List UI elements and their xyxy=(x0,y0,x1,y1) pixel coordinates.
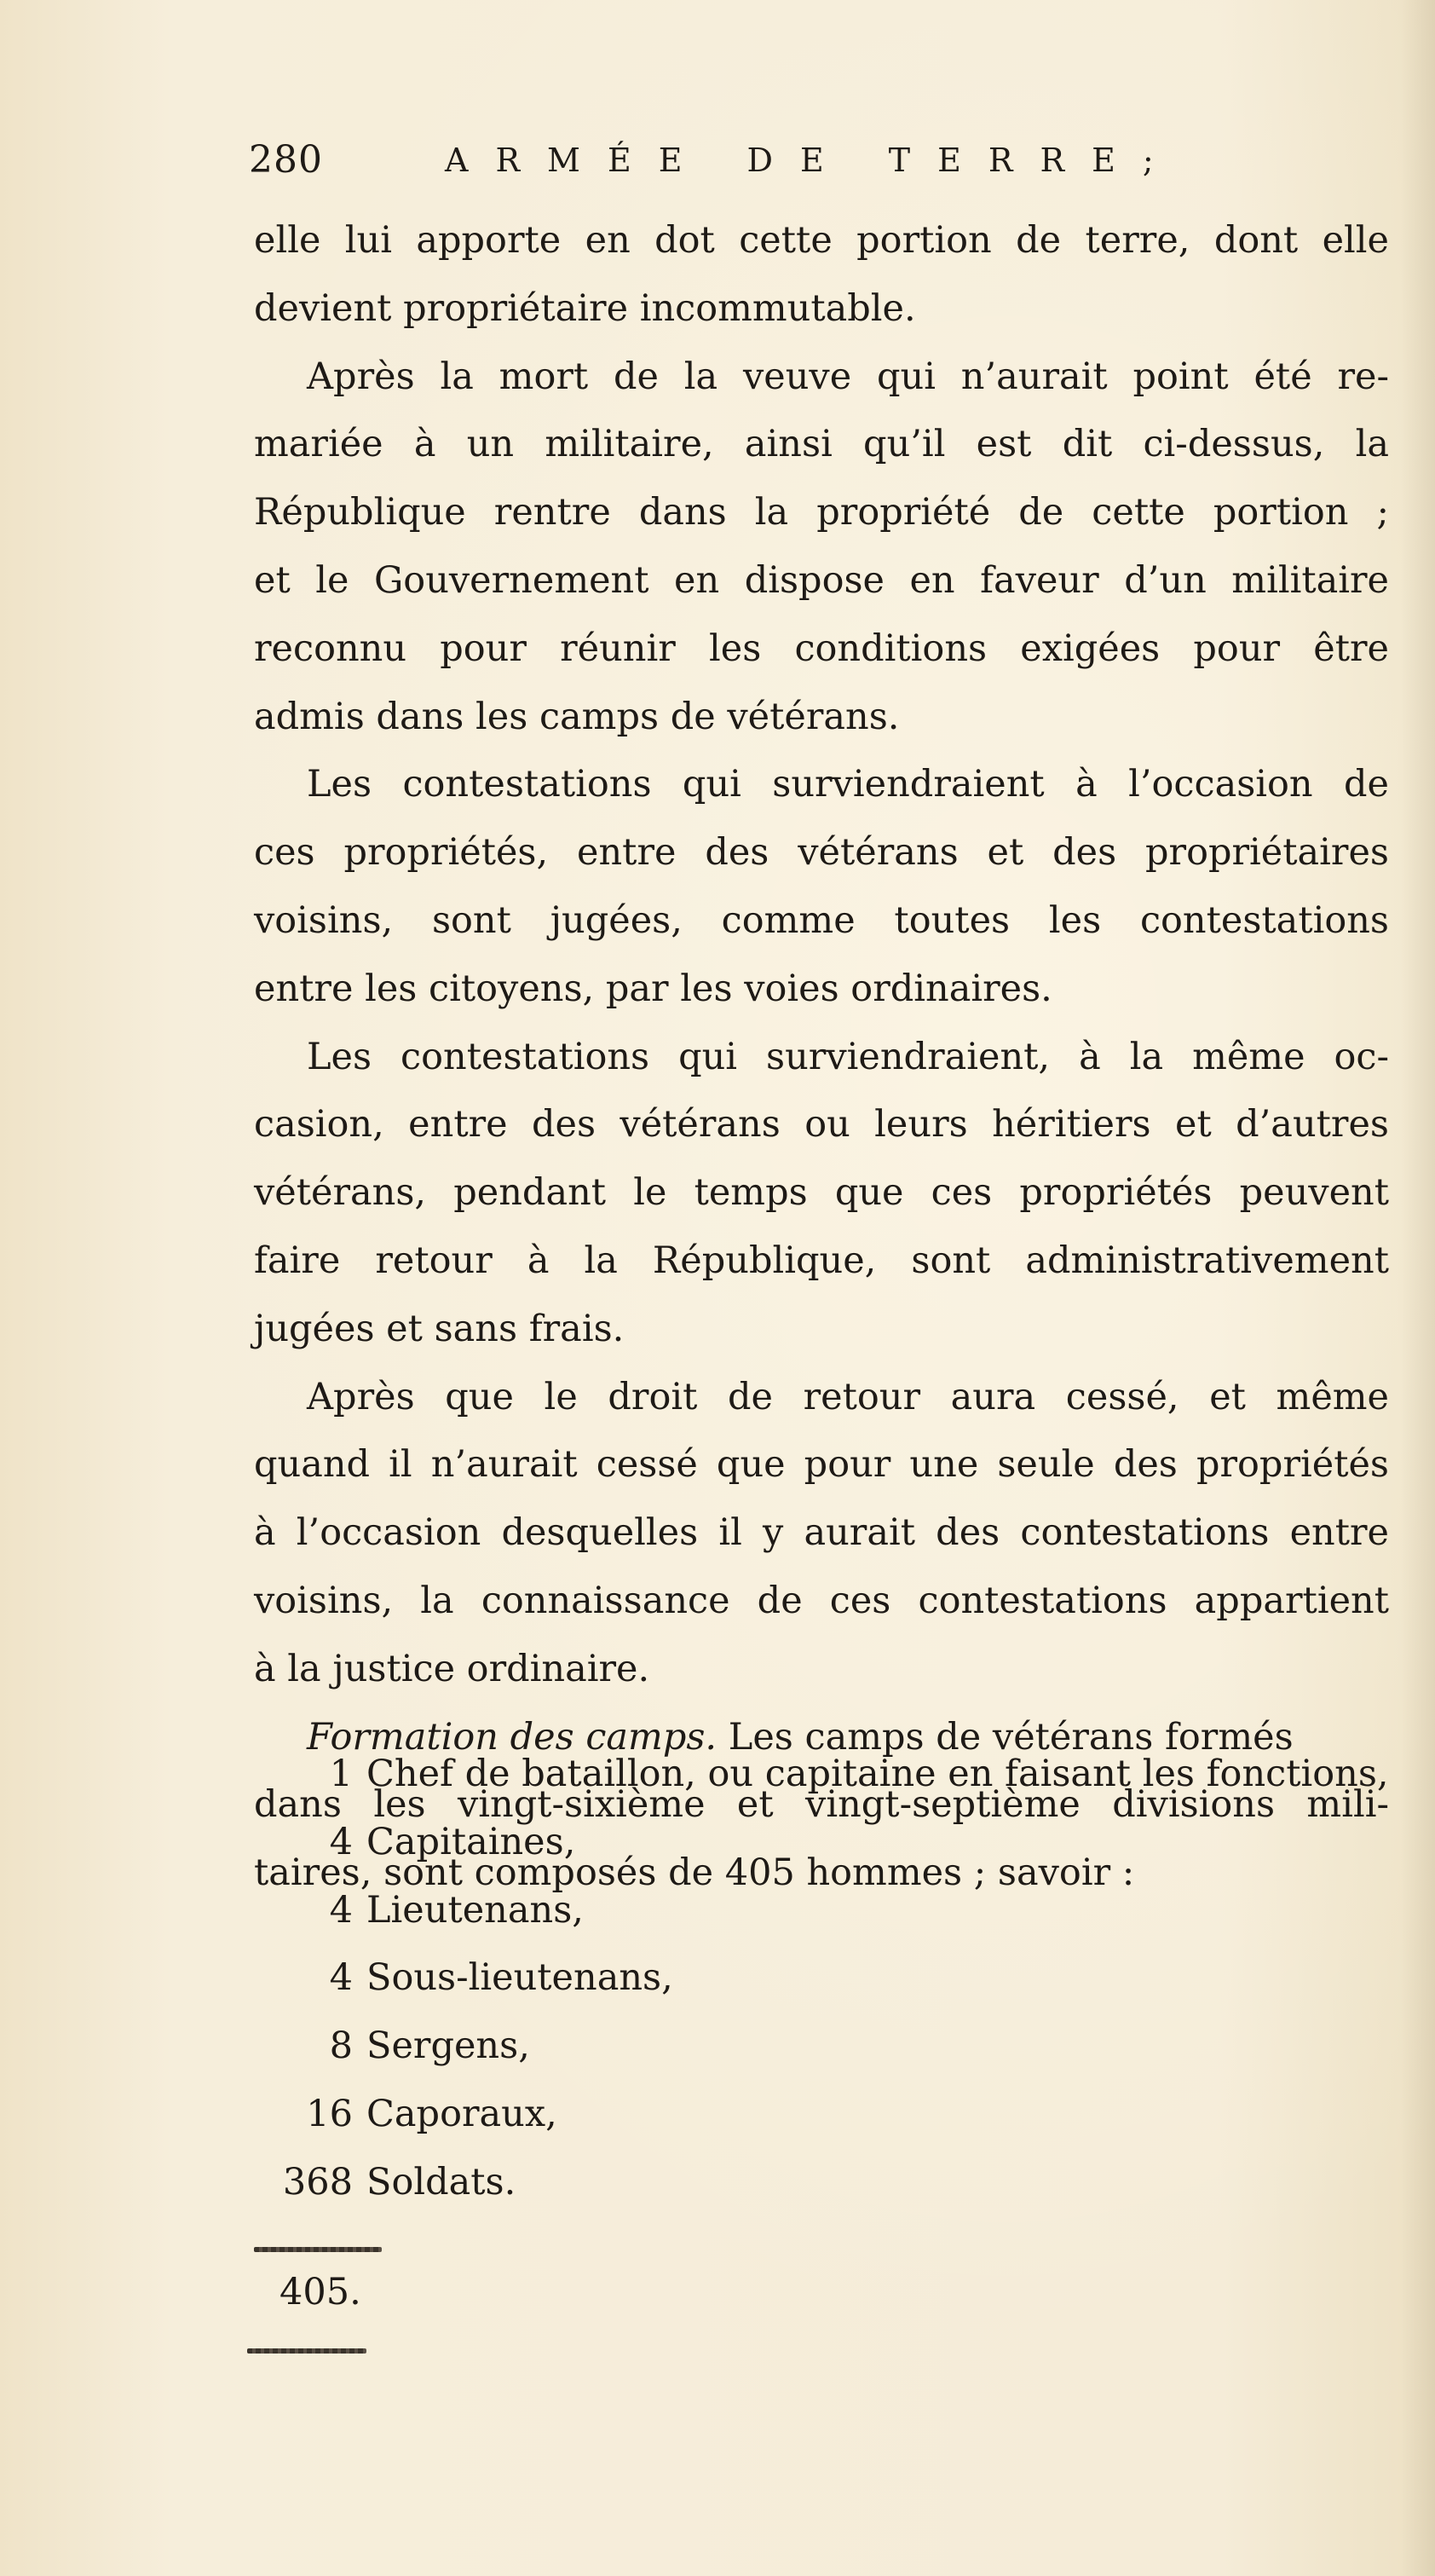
text-line: à l’occasion desquelles il y aurait des contestations entre xyxy=(254,1511,1389,1555)
list-item xyxy=(254,2149,1389,2217)
text-line: admis dans les camps de vétérans. xyxy=(254,695,900,738)
text-line: mariée à un militaire, ainsi qu’il est dit ci-dessus, la xyxy=(254,423,1389,466)
text-line: entre les citoyens, par les voies ordinaires. xyxy=(254,967,1052,1010)
closing-rule xyxy=(247,2348,366,2354)
body-text xyxy=(254,207,1389,1908)
text-line: jugées et sans frais. xyxy=(254,1307,625,1350)
text-line: à la justice ordinaire. xyxy=(254,1647,650,1690)
list-item-label: Capitaines, xyxy=(366,1820,576,1863)
text-line: quand il n’aurait cessé que pour une seule des propriétés xyxy=(254,1443,1389,1487)
text-line: dans les vingt-sixième et vingt-septième divisions mili- xyxy=(254,1783,1389,1827)
text-line: Après la mort de la veuve qui n’aurait point été re- xyxy=(307,355,1389,398)
list-item xyxy=(254,1944,1389,2013)
section-heading: Formation des camps. xyxy=(307,1715,718,1759)
list-item xyxy=(254,1809,1389,1877)
list-item xyxy=(254,1741,1389,1809)
page-edge-shadow xyxy=(1401,0,1435,2576)
list-item xyxy=(254,2081,1389,2149)
text-line: République rentre dans la propriété de cette portion ; xyxy=(254,491,1389,534)
text-line: devient propriétaire incommutable. xyxy=(254,286,916,330)
text-line: Après que le droit de retour aura cessé, et même xyxy=(307,1375,1389,1418)
text-line: vétérans, pendant le temps que ces propriétés peuvent xyxy=(254,1171,1389,1215)
running-head: ARMÉE DE TERRE; xyxy=(445,142,1181,179)
list-item-qty: 4 xyxy=(329,1888,353,1932)
list-item-label: Chef de bataillon, ou capitaine en faisant les fonctions, xyxy=(366,1753,1389,1795)
list-item-label: Soldats. xyxy=(366,2160,516,2203)
text-line: elle lui apporte en dot cette portion de terre, dont elle xyxy=(254,219,1389,262)
list-item-qty: 1 xyxy=(329,1753,353,1795)
list-item xyxy=(254,1877,1389,1945)
text-line: ces propriétés, entre des vétérans et des propriétaires xyxy=(254,831,1389,875)
text-line: Les contestations qui surviendraient, à la même oc- xyxy=(307,1035,1389,1078)
list-item-label: Sous-lieutenans, xyxy=(366,1956,673,2000)
text-line: taires, sont composés de 405 hommes ; savoir : xyxy=(254,1851,1135,1895)
list-total: 405. xyxy=(280,2271,361,2313)
text-line: Les contestations qui surviendraient à l’occasion de xyxy=(307,763,1389,806)
list-item-qty: 368 xyxy=(282,2160,353,2203)
list-item-qty: 16 xyxy=(306,2092,353,2135)
page-number: 280 xyxy=(249,138,323,182)
personnel-list xyxy=(254,1741,1389,2217)
text-line: et le Gouvernement en dispose en faveur d’un militaire xyxy=(254,558,1389,602)
text-line: voisins, la connaissance de ces contestations appartient xyxy=(254,1579,1389,1622)
list-item-qty: 4 xyxy=(329,1820,353,1863)
list-item-label: Lieutenans, xyxy=(366,1888,584,1932)
list-item xyxy=(254,2013,1389,2081)
sum-rule xyxy=(254,2247,382,2252)
list-item-label: Sergens, xyxy=(366,2024,530,2068)
page-header xyxy=(249,126,1229,194)
text-line: reconnu pour réunir les conditions exigées pour être xyxy=(254,627,1389,670)
list-item-qty: 8 xyxy=(329,2024,353,2068)
list-item-qty: 4 xyxy=(329,1956,353,2000)
text-line: voisins, sont jugées, comme toutes les contestations xyxy=(254,898,1389,942)
list-item-label: Caporaux, xyxy=(366,2092,557,2135)
text-line: casion, entre des vétérans ou leurs héritiers et d’autres xyxy=(254,1103,1389,1146)
text-run: Les camps de vétérans formés xyxy=(717,1715,1294,1759)
text-line: faire retour à la République, sont administrativement xyxy=(254,1239,1389,1282)
